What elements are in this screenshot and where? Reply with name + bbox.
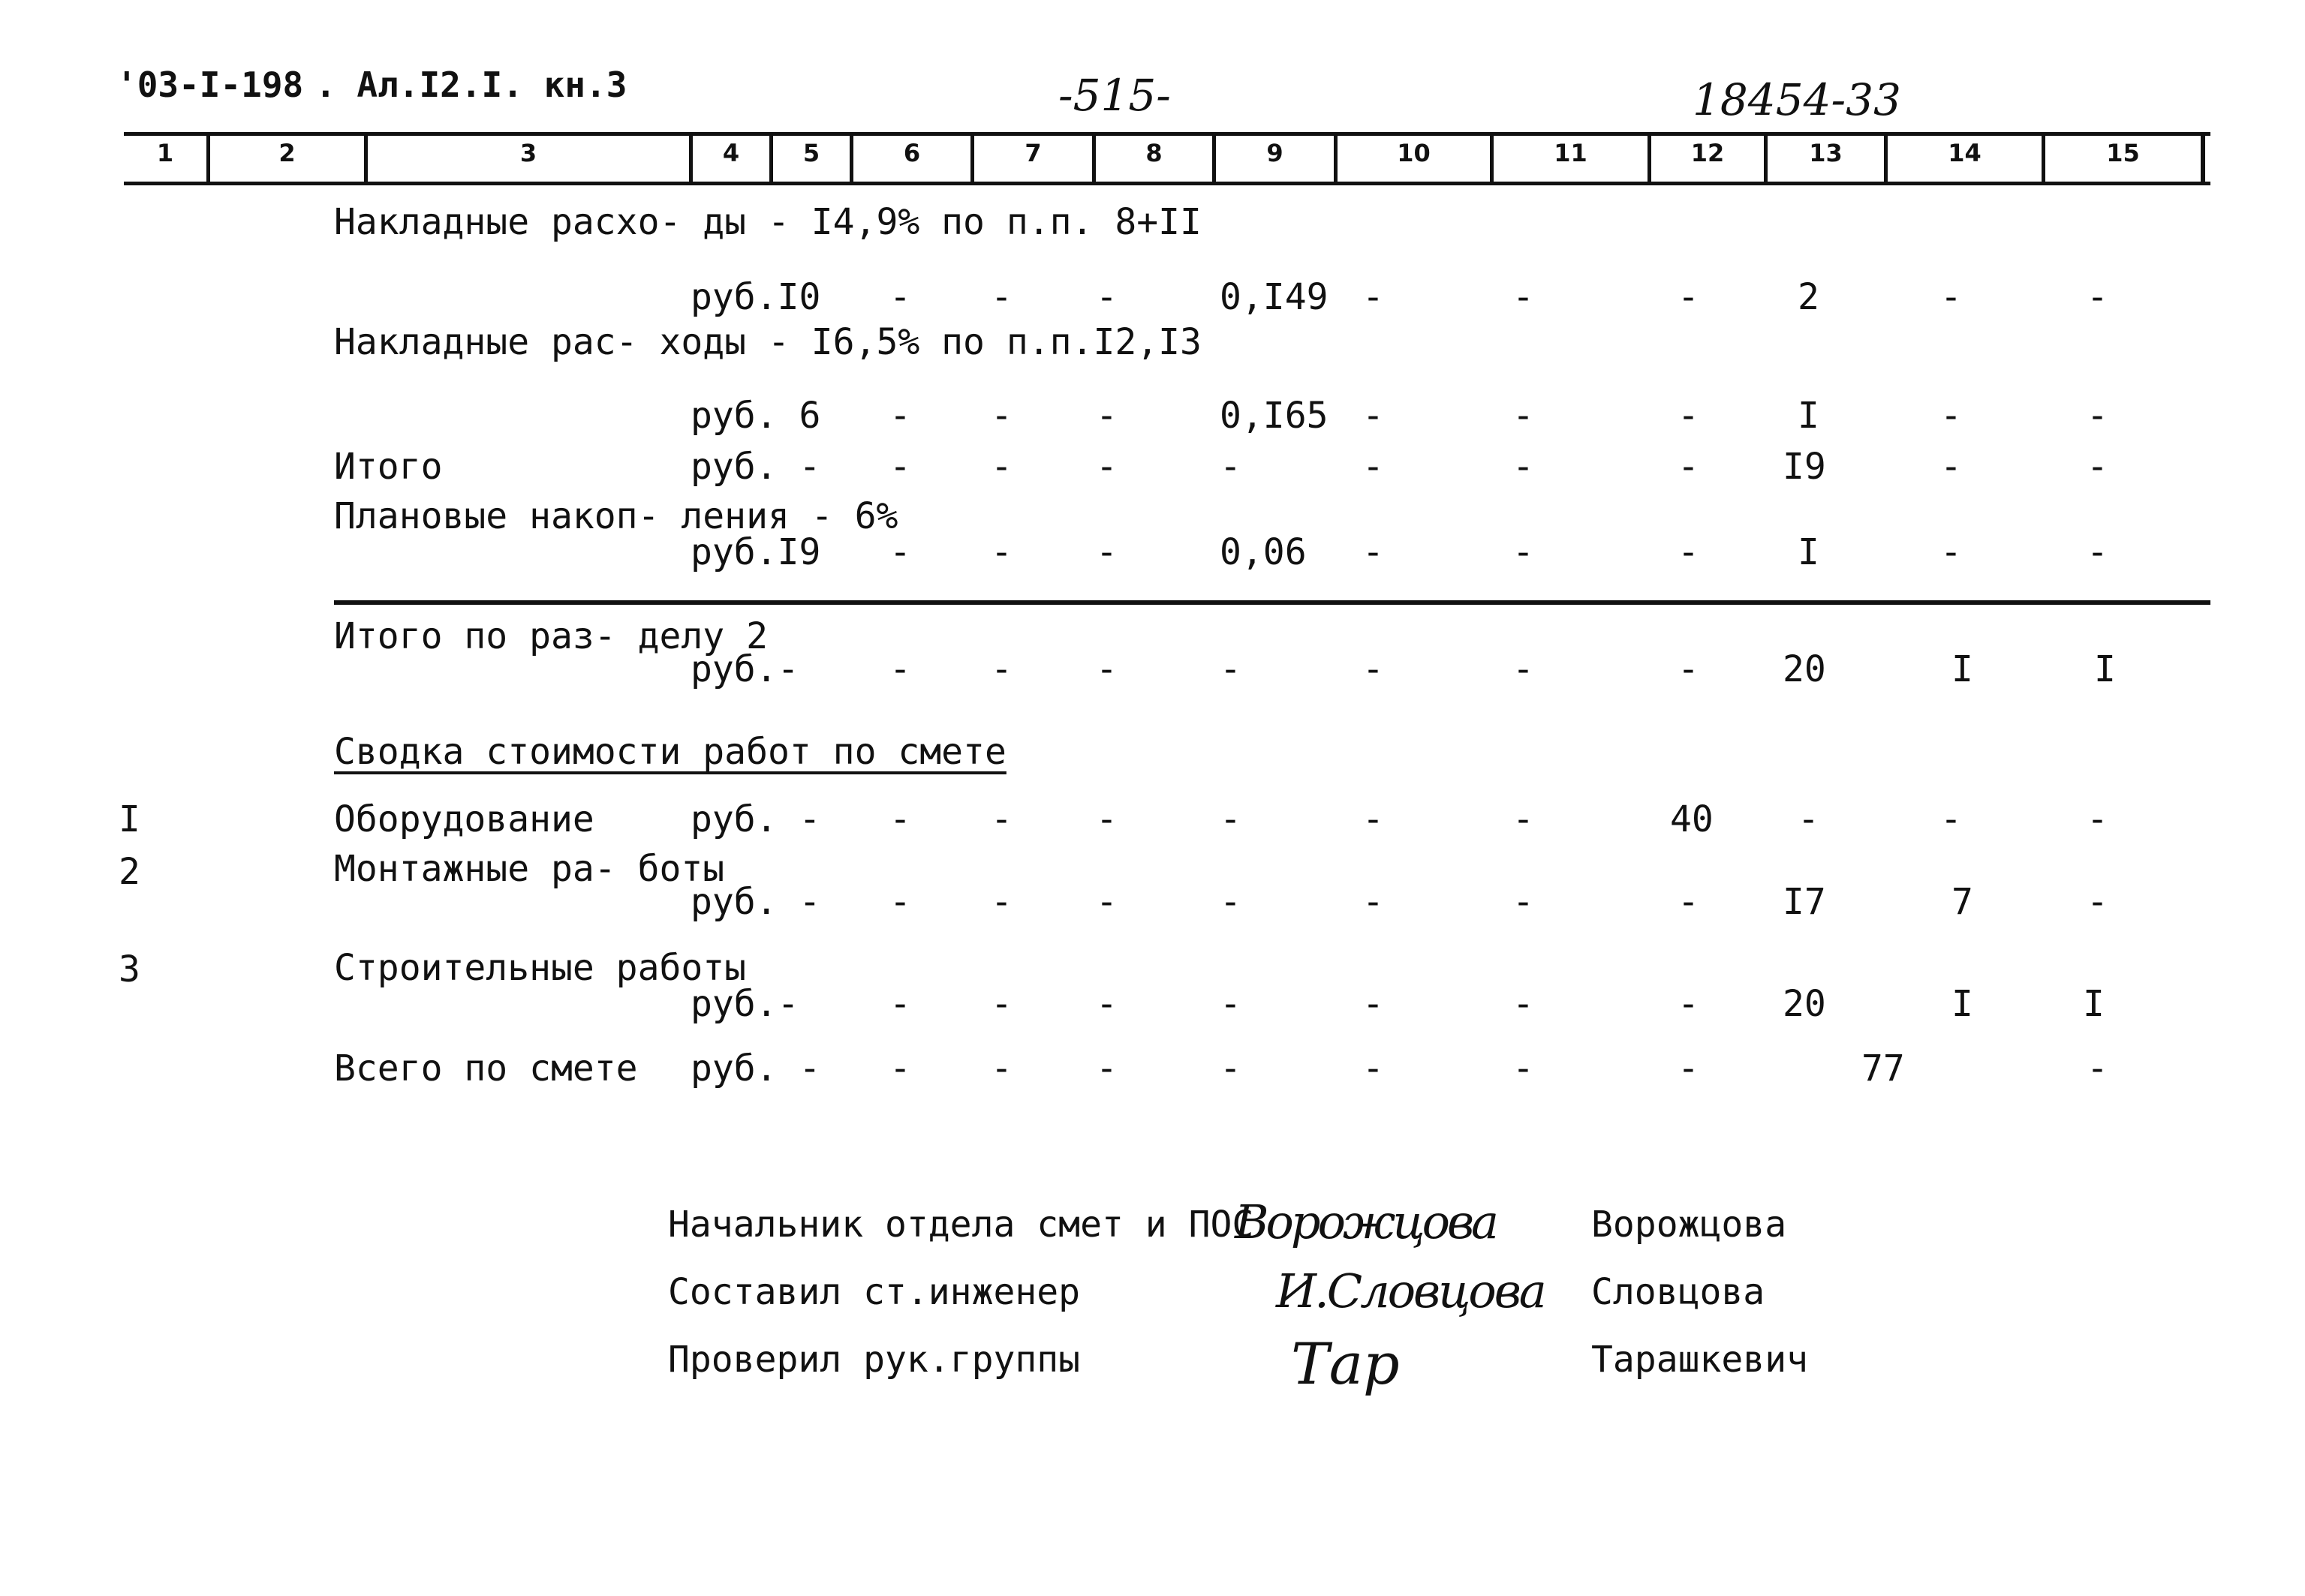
value-cell: - [1362,983,1384,1025]
value-cell: - [1096,648,1118,690]
value-cell: - [1678,881,1699,923]
value-cell: I [1798,395,1819,437]
value-cell: - [1512,1047,1534,1090]
section-divider [334,600,2210,605]
value-cell: 20 [1783,648,1826,690]
value-cell: - [2087,881,2108,923]
value-cell: - [889,881,911,923]
row-description: Итого [334,446,443,488]
value-cell: - [1798,798,1819,840]
value-cell: - [2087,395,2108,437]
value-cell: 2 [1798,276,1819,318]
column-number: 10 [1397,139,1431,167]
unit-cell: руб. 6 [691,395,821,437]
column-number: 7 [1025,139,1042,167]
row-description: Накладные расхо- ды - I4,9% по п.п. 8+II [334,201,1202,243]
row-description: Строительные работы [334,947,747,989]
column-number: 12 [1690,139,1725,167]
value-cell: - [1096,531,1118,573]
value-cell: - [1512,648,1534,690]
value-cell: - [1678,983,1699,1025]
row-number: 2 [119,851,140,893]
value-cell: - [2087,1047,2108,1090]
value-cell: - [1220,648,1241,690]
column-number: 14 [1948,139,1982,167]
value-cell: - [991,648,1013,690]
value-cell: 0,I49 [1220,276,1329,318]
row-description: Всего по смете [334,1047,638,1090]
value-cell: - [1678,276,1699,318]
signer-name: Тарашкевич [1591,1339,1808,1381]
summary-title: Сводка стоимости работ по смете [334,731,1007,773]
value-cell: - [2087,446,2108,488]
column-number: 2 [278,139,296,167]
row-description: Итого по раз- делу 2 [334,615,768,657]
value-cell: - [991,446,1013,488]
value-cell: I [1951,983,1973,1025]
value-cell: - [991,983,1013,1025]
handwritten-signature: И.Словцова [1276,1264,1545,1318]
row-number: I [119,798,140,840]
value-cell: 0,06 [1220,531,1307,573]
unit-cell: руб.I9 [691,531,821,573]
value-cell: I7 [1783,881,1826,923]
unit-cell: руб.I0 [691,276,821,318]
value-cell: - [889,983,911,1025]
value-cell: - [1362,446,1384,488]
value-cell: - [1096,798,1118,840]
unit-cell: руб. - [691,1047,821,1090]
column-number: 9 [1266,139,1283,167]
value-cell: - [1512,531,1534,573]
value-cell: - [1096,446,1118,488]
value-cell: - [889,648,911,690]
value-cell: - [889,798,911,840]
row-number: 3 [119,948,140,990]
page-number: -515- [1058,70,1171,121]
value-cell: - [991,395,1013,437]
value-cell: - [1678,531,1699,573]
unit-cell: руб.- [691,648,799,690]
value-cell: I [2094,648,2116,690]
column-number: 3 [519,139,537,167]
value-cell: - [1678,1047,1699,1090]
value-cell: - [991,276,1013,318]
row-description: Монтажные ра- боты [334,848,725,890]
signer-role: Составил ст.инженер [668,1271,1081,1313]
grand-total-value: 77 [1861,1047,1905,1090]
unit-cell: руб. - [691,881,821,923]
value-cell: - [2087,276,2108,318]
value-cell: - [1220,446,1241,488]
value-cell: 40 [1670,798,1714,840]
signer-name: Ворожцова [1591,1204,1787,1246]
value-cell: - [1362,531,1384,573]
value-cell: - [1220,1047,1241,1090]
document-number: 18454-33 [1693,74,1901,125]
unit-cell: руб.- [691,983,799,1025]
value-cell: - [991,1047,1013,1090]
value-cell: - [1362,881,1384,923]
column-number: 1 [156,139,174,167]
value-cell: - [1678,648,1699,690]
column-number: 5 [802,139,820,167]
unit-cell: руб. - [691,798,821,840]
value-cell: - [1096,276,1118,318]
value-cell: 7 [1951,881,1973,923]
value-cell: - [1512,983,1534,1025]
signer-role: Проверил рук.группы [668,1339,1081,1381]
value-cell: - [1362,648,1384,690]
value-cell: - [1096,1047,1118,1090]
value-cell: - [889,395,911,437]
value-cell: - [2087,531,2108,573]
value-cell: - [1220,798,1241,840]
value-cell: - [1940,395,1962,437]
value-cell: - [1096,395,1118,437]
value-cell: - [1362,1047,1384,1090]
value-cell: - [1512,446,1534,488]
value-cell: 20 [1783,983,1826,1025]
row-description: Оборудование [334,798,594,840]
sheet-reference: . Ал.I2.I. кн.3 [315,65,627,105]
value-cell: - [1678,446,1699,488]
value-cell: - [1220,983,1241,1025]
handwritten-signature: Тар [1291,1330,1400,1397]
column-number: 8 [1145,139,1163,167]
value-cell: - [1362,395,1384,437]
value-cell: - [1220,881,1241,923]
header-top-rule [124,132,2210,136]
signer-name: Словцова [1591,1271,1765,1313]
handwritten-signature: Ворожцова [1235,1195,1497,1249]
value-cell: - [1940,276,1962,318]
value-cell: 0,I65 [1220,395,1329,437]
value-cell: - [991,531,1013,573]
value-cell: - [1940,531,1962,573]
value-cell: - [1512,276,1534,318]
value-cell: - [1362,276,1384,318]
header-bottom-rule [124,182,2210,185]
value-cell: - [1940,798,1962,840]
row-description: Плановые накоп- ления - 6% [334,495,898,537]
value-cell: - [991,798,1013,840]
column-number: 13 [1809,139,1843,167]
document-code: '03-I-198 [116,65,304,105]
value-cell: - [2087,798,2108,840]
value-cell: - [1512,798,1534,840]
value-cell: - [1096,983,1118,1025]
value-cell: - [1678,395,1699,437]
column-number: 6 [903,139,921,167]
signer-role: Начальник отдела смет и ПОС [668,1204,1254,1246]
value-cell: - [889,446,911,488]
column-number: 11 [1554,139,1587,167]
value-cell: - [1940,446,1962,488]
row-description: Накладные рас- ходы - I6,5% по п.п.I2,I3 [334,321,1202,363]
unit-cell: руб. - [691,446,821,488]
column-number: 15 [2106,139,2140,167]
value-cell: - [889,276,911,318]
value-cell: - [1512,881,1534,923]
value-cell: - [1362,798,1384,840]
value-cell: - [1512,395,1534,437]
value-cell: - [991,881,1013,923]
value-cell: - [1096,881,1118,923]
value-cell: I [1951,648,1973,690]
value-cell: I9 [1783,446,1826,488]
value-cell: I [1798,531,1819,573]
value-cell: - [889,531,911,573]
value-cell: - [889,1047,911,1090]
col-divider [2201,134,2205,183]
value-cell: I [2083,983,2105,1025]
column-number: 4 [722,139,740,167]
